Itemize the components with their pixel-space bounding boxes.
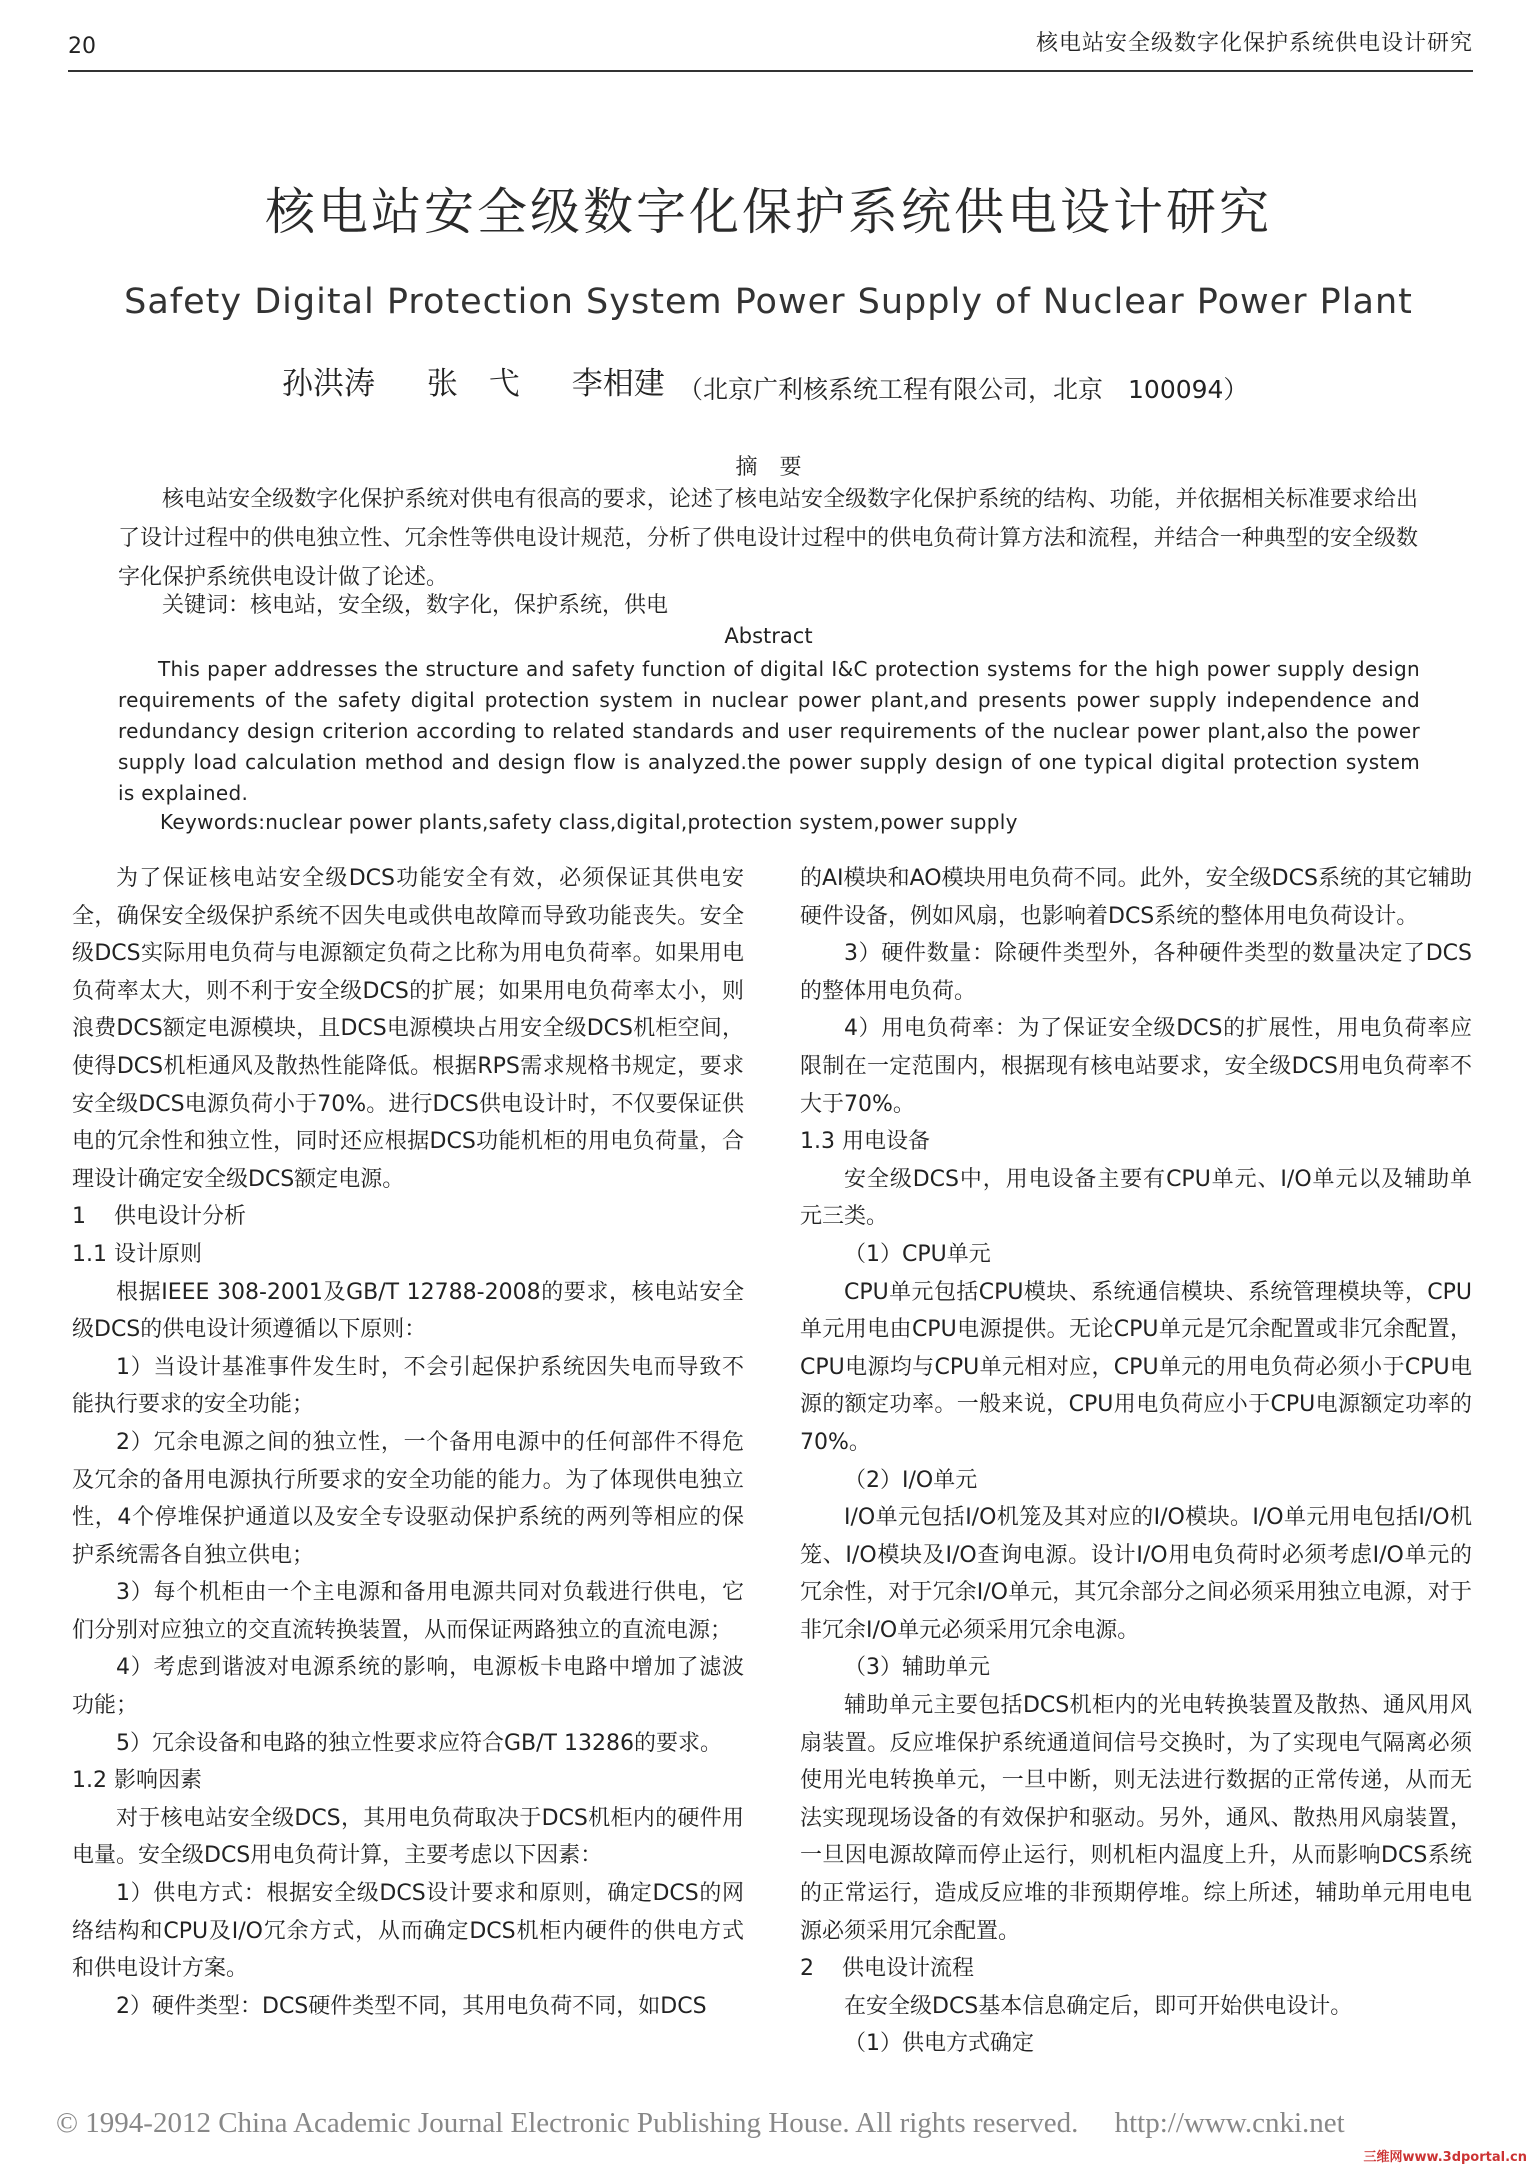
- keywords-cn: 关键词：核电站，安全级，数字化，保护系统，供电: [162, 593, 669, 618]
- abstract-cn-heading: 摘 要: [735, 455, 802, 480]
- body-paragraph: 安全级DCS中，用电设备主要有CPU单元、I/O单元以及辅助单元三类。: [800, 1166, 1472, 1230]
- body-paragraph: （2）I/O单元: [844, 1467, 978, 1493]
- copyright-footer: © 1994-2012 China Academic Journal Electronic Publishing House. All rights reserved. http://www.cnki.net: [56, 2107, 1345, 2139]
- section-number: 1.1: [72, 1241, 107, 1267]
- body-paragraph: 的AI模块和AO模块用电负荷不同。此外，安全级DCS系统的其它辅助硬件设备，例如风扇，也影响着DCS系统的整体用电负荷设计。: [800, 866, 1472, 929]
- abstract-en-text: This paper addresses the structure and safety function of digital I&C protection systems for the high power supply design requirements of the safety digital protection system in nuclear power plant,and presents power supply independence and redundancy design criterion according to related standards and user requirements of the nuclear power plant,also the power supply load calculation method and design flow is analyzed.the power supply design of one typical digital protection system is explained.: [118, 657, 1420, 805]
- body-paragraph: 3）硬件数量：除硬件类型外，各种硬件类型的数量决定了DCS的整体用电负荷。: [800, 941, 1472, 1004]
- body-paragraph: （1）CPU单元: [844, 1241, 991, 1267]
- section-title: 设计原则: [114, 1241, 203, 1267]
- page-number: 20: [68, 34, 96, 59]
- body-paragraph: 在安全级DCS基本信息确定后，即可开始供电设计。: [844, 1993, 1353, 2019]
- section-title: 供电设计分析: [114, 1204, 247, 1230]
- abstract-cn-text: 核电站安全级数字化保护系统对供电有很高的要求，论述了核电站安全级数字化保护系统的结构、功能，并依据相关标准要求给出了设计过程中的供电独立性、冗余性等供电设计规范，分析了供电设计过程中的供电负荷计算方法和流程，并结合一种典型的安全级数字化保护系统供电设计做了论述。: [118, 487, 1418, 590]
- body-paragraph: CPU单元包括CPU模块、系统通信模块、系统管理模块等，CPU单元用电由CPU电源提供。无论CPU单元是冗余配置或非冗余配置，CPU电源均与CPU单元相对应，CPU单元的用电负荷必须小于CPU电源的额定功率。一般来说，CPU用电负荷应小于CPU电源额定功率的70%。: [800, 1279, 1472, 1455]
- subsection-heading: [72, 1236, 744, 1274]
- body-paragraph: 1）当设计基准事件发生时，不会引起保护系统因失电而导致不能执行要求的安全功能；: [72, 1354, 744, 1418]
- section-title: 影响因素: [114, 1768, 203, 1794]
- watermark: 三维网www.3dportal.cn: [1363, 2150, 1527, 2165]
- section-heading: [800, 1950, 1472, 1988]
- section-heading: [72, 1198, 744, 1236]
- author-name: 张 弋: [426, 366, 520, 402]
- body-paragraph: 4）用电负荷率：为了保证安全级DCS的扩展性，用电负荷率应限制在一定范围内，根据现有核电站要求，安全级DCS用电负荷率不大于70%。: [800, 1016, 1472, 1117]
- affiliation: （北京广利核系统工程有限公司，北京 100094）: [678, 375, 1249, 404]
- body-paragraph: 3）每个机柜由一个主电源和备用电源共同对负载进行供电，它们分别对应独立的交直流转换装置，从而保证两路独立的直流电源；: [72, 1580, 744, 1643]
- body-paragraph: I/O单元包括I/O机笼及其对应的I/O模块。I/O单元用电包括I/O机笼、I/O模块及I/O查询电源。设计I/O用电负荷时必须考虑I/O单元的冗余性，对于冗余I/O单元，其冗余部分之间必须采用独立电源，对于非冗余I/O单元必须采用冗余电源。: [800, 1505, 1472, 1643]
- section-number: 1.2: [72, 1768, 107, 1794]
- body-paragraph: 2）硬件类型：DCS硬件类型不同，其用电负荷不同，如DCS: [116, 1993, 707, 2019]
- body-paragraph: （3）辅助单元: [844, 1655, 990, 1681]
- author-name: 李相建: [571, 366, 665, 402]
- body-paragraph: 4）考虑到谐波对电源系统的影响，电源板卡电路中增加了滤波功能；: [72, 1655, 744, 1719]
- subsection-heading: [800, 1123, 1472, 1161]
- section-number: 1.3: [800, 1129, 835, 1155]
- body-paragraph: （1）供电方式确定: [844, 2031, 1034, 2057]
- body-paragraph: 辅助单元主要包括DCS机柜内的光电转换装置及散热、通风用风扇装置。反应堆保护系统通道间信号交换时，为了实现电气隔离必须使用光电转换单元，一旦中断，则无法进行数据的正常传递，从而无法实现现场设备的有效保护和驱动。另外，通风、散热用风扇装置，一旦因电源故障而停止运行，则机柜内温度上升，从而影响DCS系统的正常运行，造成反应堆的非预期停堆。综上所述，辅助单元用电电源必须采用冗余配置。: [800, 1693, 1472, 1944]
- body-column-right: [800, 860, 1472, 2063]
- keywords-en: Keywords:nuclear power plants,safety class,digital,protection system,power supply: [160, 810, 1018, 834]
- author-list: [282, 358, 707, 403]
- section-title: 供电设计流程: [842, 1956, 975, 1982]
- body-column-left: [72, 860, 744, 2025]
- section-title: 用电设备: [842, 1129, 931, 1155]
- header-rule: [68, 70, 1473, 72]
- body-paragraph: 根据IEEE 308-2001及GB/T 12788-2008的要求，核电站安全级DCS的供电设计须遵循以下原则：: [72, 1279, 744, 1343]
- abstract-en-heading: Abstract: [724, 624, 813, 648]
- body-paragraph: 2）冗余电源之间的独立性，一个备用电源中的任何部件不得危及冗余的备用电源执行所要求的安全功能的能力。为了体现供电独立性，4个停堆保护通道以及安全专设驱动保护系统的两列等相应的保护系统需各自独立供电；: [72, 1429, 744, 1568]
- subsection-heading: [72, 1762, 744, 1800]
- paper-title-cn: 核电站安全级数字化保护系统供电设计研究: [265, 183, 1272, 241]
- author-name: 孙洪涛: [282, 366, 375, 402]
- body-paragraph: 为了保证核电站安全级DCS功能安全有效，必须保证其供电安全，确保安全级保护系统不因失电或供电故障而导致功能丧失。安全级DCS实际用电负荷与电源额定负荷之比称为用电负荷率。如果用电负荷率太大，则不利于安全级DCS的扩展；如果用电负荷率太小，则浪费DCS额定电源模块，且DCS电源模块占用安全级DCS机柜空间，使得DCS机柜通风及散热性能降低。根据RPS需求规格书规定，要求安全级DCS电源负荷小于70%。进行DCS供电设计时，不仅要保证供电的冗余性和独立性，同时还应根据DCS功能机柜的用电负荷量，合理设计确定安全级DCS额定电源。: [72, 866, 744, 1192]
- body-paragraph: 5）冗余设备和电路的独立性要求应符合GB/T 13286的要求。: [116, 1730, 722, 1756]
- section-number: 1: [72, 1204, 86, 1230]
- body-paragraph: 对于核电站安全级DCS，其用电负荷取决于DCS机柜内的硬件用电量。安全级DCS用电负荷计算，主要考虑以下因素：: [72, 1805, 744, 1869]
- body-paragraph: 1）供电方式：根据安全级DCS设计要求和原则，确定DCS的网络结构和CPU及I/O冗余方式，从而确定DCS机柜内硬件的供电方式和供电设计方案。: [72, 1881, 744, 1982]
- running-title: 核电站安全级数字化保护系统供电设计研究: [1035, 31, 1473, 56]
- paper-title-en: Safety Digital Protection System Power Supply of Nuclear Power Plant: [124, 282, 1413, 322]
- section-number: 2: [800, 1956, 814, 1982]
